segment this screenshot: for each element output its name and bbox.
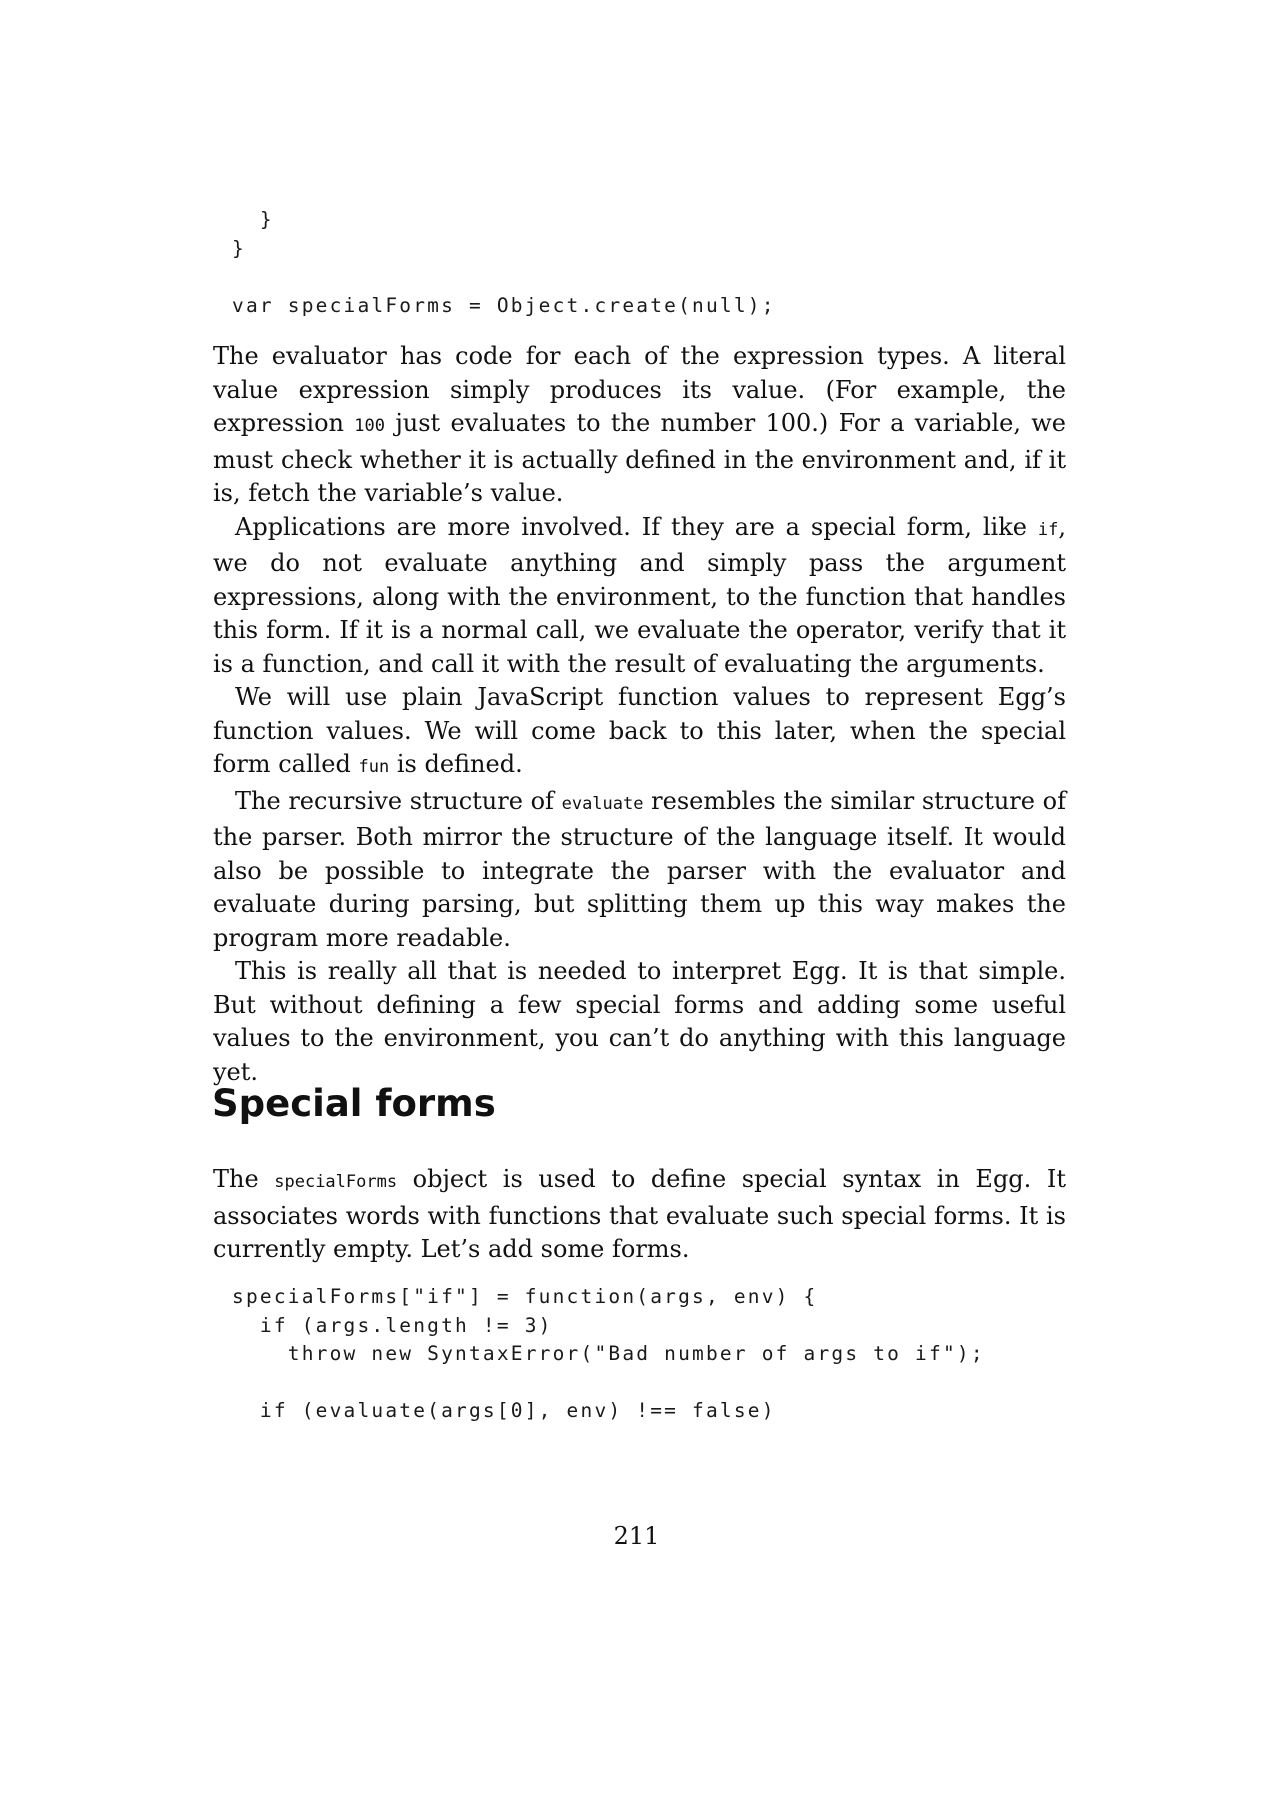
paragraph: Applications are more involved. If they are a special form, like if, we do not evaluate anything and simply pass the argument expressions, along with the environment, to the function that handles this form. If it is a normal call, we evaluate the operator, verify that it is a function, and call it with the result of evaluating the arguments. xyxy=(213,512,1066,678)
code-line: if (evaluate(args[0], env) !== false) xyxy=(232,1399,776,1422)
paragraph: The specialForms object is used to define special syntax in Egg. It associates words with functions that evaluate such special forms. It is currently empty. Let’s add some forms. xyxy=(213,1165,1066,1263)
code-block-bottom xyxy=(232,1283,985,1426)
paragraph: We will use plain JavaScript function values to represent Egg’s function values. We will come back to this later, when the special form called fun is defined. xyxy=(213,683,1066,778)
body-text-upper xyxy=(213,340,1066,1089)
section-heading: Special forms xyxy=(212,1082,496,1125)
code-line: if (args.length != 3) xyxy=(232,1313,553,1337)
code-line: throw new SyntaxError("Bad number of args to if"); xyxy=(232,1342,985,1365)
code-line: specialForms["if"] = function(args, env) { xyxy=(232,1285,818,1308)
inline-code: evaluate xyxy=(561,793,644,814)
page-number: 211 xyxy=(613,1522,660,1550)
code-block-top xyxy=(232,206,776,320)
body-text-lower xyxy=(213,1163,1066,1267)
paragraph: The evaluator has code for each of the expression types. A literal value expression simply produces its value. (For example, the expression 100 just evaluates to the number 100.) For a variable, we must check whether it is actually defined in the environment and, if it is, fetch the variable’s value. xyxy=(213,342,1066,507)
inline-code: if xyxy=(1037,519,1059,540)
inline-code: fun xyxy=(358,757,390,777)
inline-code: specialForms xyxy=(274,1172,398,1192)
inline-code: 100 xyxy=(354,416,386,436)
code-line: var specialForms = Object.create(null); xyxy=(232,293,776,317)
paragraph: The recursive structure of evaluate resembles the similar structure of the parser. Both mirror the structure of the language itself. It would also be possible to integrate the parser with the evaluator and evaluate during parsing, but splitting them up this way makes the program more readable. xyxy=(213,786,1066,952)
paragraph: This is really all that is needed to interpret Egg. It is that simple. But without defining a few special forms and adding some useful values to the environment, you can’t do anything with this language yet. xyxy=(213,957,1066,1086)
code-line xyxy=(232,263,776,292)
code-line xyxy=(232,1369,985,1398)
code-line: } xyxy=(232,208,274,231)
code-line: } xyxy=(232,236,246,260)
